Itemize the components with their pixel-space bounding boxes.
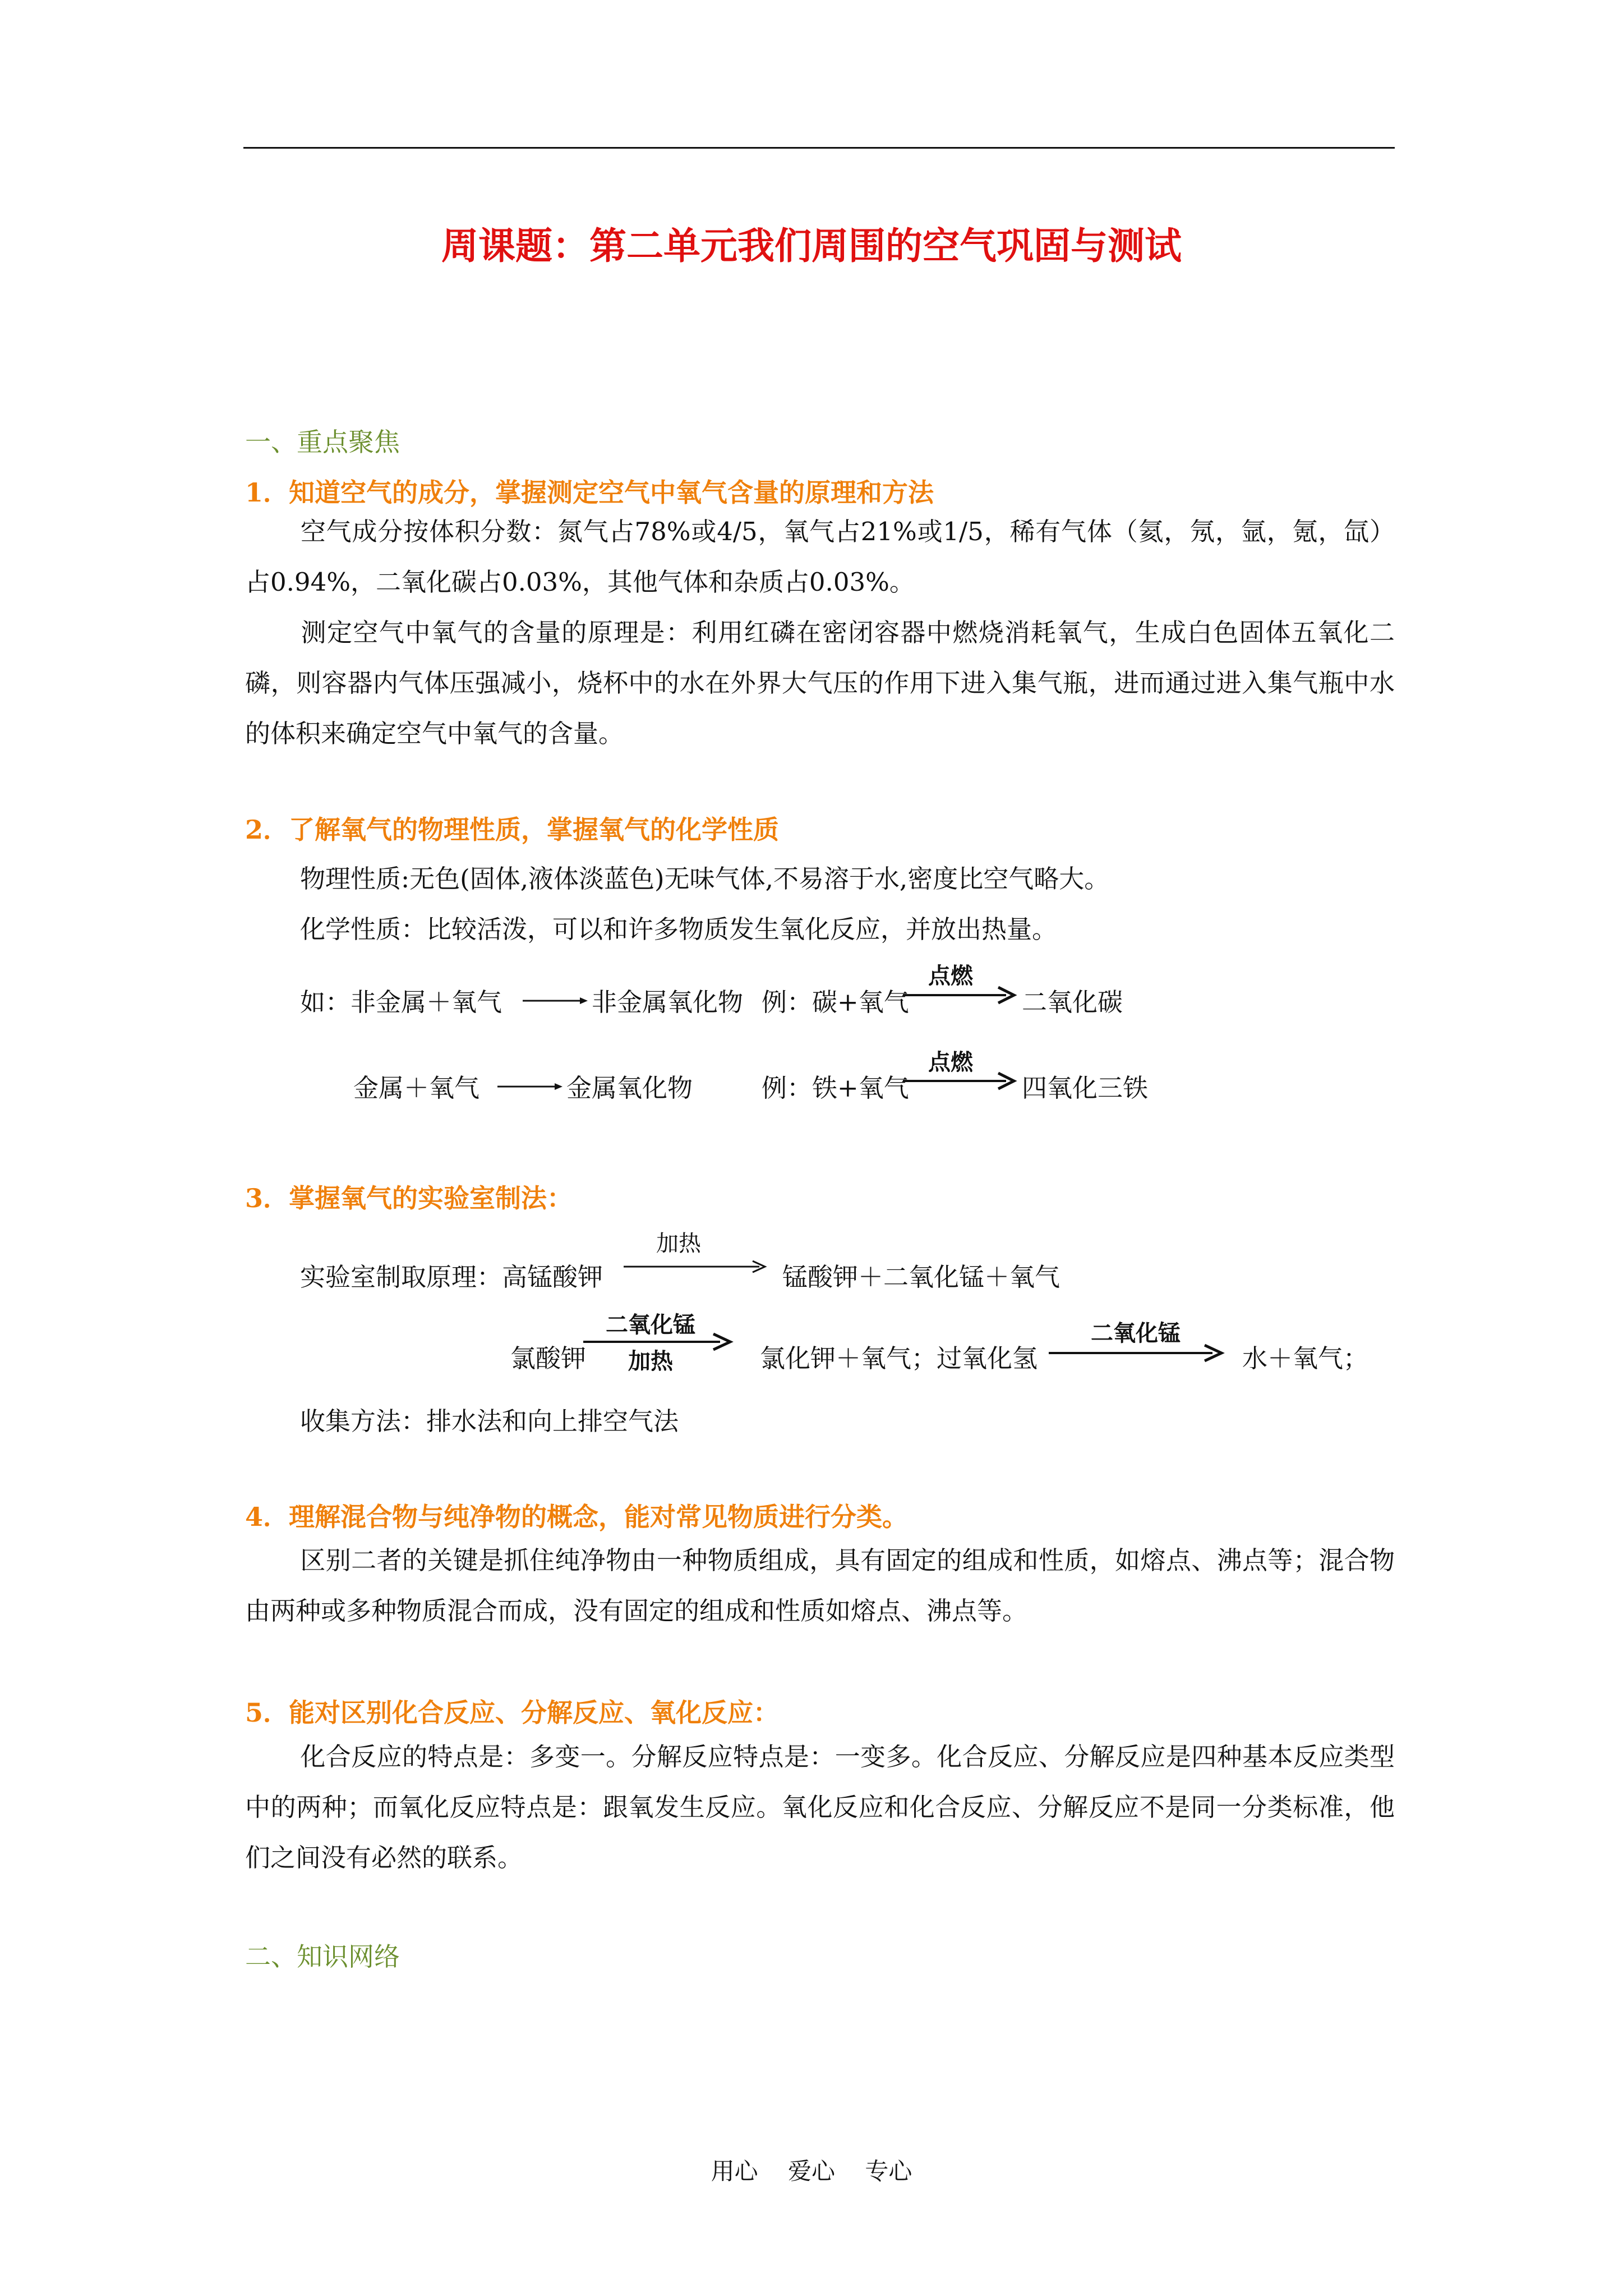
item1-heading: 1．知道空气的成分，掌握测定空气中氧气含量的原理和方法 bbox=[245, 477, 934, 508]
kclo3-reactant: 氯酸钾 bbox=[510, 1343, 587, 1373]
item5-heading: 5．能对区别化合反应、分解反应、氧化反应： bbox=[245, 1697, 780, 1728]
lab-principle-lead: 实验室制取原理：高锰酸钾 bbox=[300, 1262, 603, 1292]
kclo3-products-and-h2o2: 氯化钾＋氧气；过氧化氢 bbox=[760, 1343, 1038, 1373]
h2o2-arrow bbox=[1049, 1341, 1228, 1365]
item2-heading: 2．了解氧气的物理性质，掌握氧气的化学性质 bbox=[245, 815, 780, 845]
h2o2-catalyst-label: 二氧化锰 bbox=[1091, 1320, 1181, 1346]
eq1-lead: 如：非金属＋氧气 bbox=[300, 987, 502, 1017]
eq2-example-lead: 例：铁+氧气 bbox=[762, 1073, 909, 1103]
item1-paragraph-composition bbox=[245, 507, 1395, 608]
eq2-general-arrow bbox=[496, 1073, 564, 1096]
item1-paragraph-principle-text: 测定空气中氧气的含量的原理是：利用红磷在密闭容器中燃烧消耗氧气，生成白色固体五氧化二磷，则容器内气体压强减小，烧杯中的水在外界大气压的作用下进入集气瓶，进而通过进入集气瓶中水的体积来确定空气中氧气的含量。 bbox=[245, 618, 1395, 748]
kmno4-arrow bbox=[623, 1255, 768, 1278]
eq1-reaction-arrow bbox=[903, 983, 1021, 1007]
item1-paragraph-principle bbox=[245, 608, 1395, 759]
eq1-general-arrow bbox=[522, 987, 589, 1010]
kclo3-catalyst-label: 二氧化锰 bbox=[606, 1312, 695, 1338]
page-footer: 用心 爱心 专心 bbox=[711, 2157, 912, 2185]
chemical-properties: 化学性质：比较活泼，可以和许多物质发生氧化反应，并放出热量。 bbox=[300, 914, 1058, 944]
eq1-product: 非金属氧化物 bbox=[592, 987, 744, 1017]
item1-paragraph-composition-text: 空气成分按体积分数：氮气占78%或4/5，氧气占21%或1/5，稀有气体（氦，氖，氩，氪，氙）占0.94%，二氧化碳占0.03%，其他气体和杂质占0.03%。 bbox=[245, 517, 1395, 597]
kmno4-condition-label: 加热 bbox=[656, 1231, 701, 1257]
item5-paragraph bbox=[245, 1732, 1395, 1883]
eq1-condition-label: 点燃 bbox=[928, 963, 973, 989]
kclo3-heat-label: 加热 bbox=[628, 1349, 673, 1374]
eq2-condition-label: 点燃 bbox=[928, 1050, 973, 1075]
physical-properties: 物理性质:无色(固体,液体淡蓝色)无味气体,不易溶于水,密度比空气略大。 bbox=[300, 864, 1110, 894]
item4-heading: 4．理解混合物与纯净物的概念，能对常见物质进行分类。 bbox=[245, 1502, 909, 1532]
section-heading-knowledge-network: 二、知识网络 bbox=[245, 1941, 400, 1972]
eq1-example-product: 二氧化碳 bbox=[1022, 987, 1123, 1017]
page-title: 周课题：第二单元我们周围的空气巩固与测试 bbox=[441, 224, 1182, 268]
eq2-reaction-arrow bbox=[903, 1069, 1021, 1093]
section-heading-key-points: 一、重点聚焦 bbox=[245, 427, 400, 457]
item5-paragraph-text: 化合反应的特点是：多变一。分解反应特点是：一变多。化合反应、分解反应是四种基本反应类型中的两种；而氧化反应特点是：跟氧发生反应。氧化反应和化合反应、分解反应不是同一分类标准，他们之间没有必然的联系。 bbox=[245, 1742, 1395, 1872]
item3-heading: 3．掌握氧气的实验室制法： bbox=[245, 1183, 573, 1213]
eq2-example-product: 四氧化三铁 bbox=[1022, 1073, 1149, 1103]
collection-methods: 收集方法：排水法和向上排空气法 bbox=[300, 1406, 679, 1436]
header-rule bbox=[243, 147, 1395, 149]
kmno4-products: 锰酸钾＋二氧化锰＋氧气 bbox=[782, 1262, 1061, 1292]
item4-paragraph-text: 区别二者的关键是抓住纯净物由一种物质组成，具有固定的组成和性质，如熔点、沸点等；混合物由两种或多种物质混合而成，没有固定的组成和性质如熔点、沸点等。 bbox=[245, 1545, 1395, 1626]
eq1-example-lead: 例：碳+氧气 bbox=[762, 987, 909, 1017]
h2o2-products: 水＋氧气； bbox=[1242, 1343, 1369, 1373]
eq2-product: 金属氧化物 bbox=[566, 1073, 693, 1103]
item4-paragraph bbox=[245, 1535, 1395, 1636]
eq2-lead: 金属＋氧气 bbox=[353, 1073, 480, 1103]
